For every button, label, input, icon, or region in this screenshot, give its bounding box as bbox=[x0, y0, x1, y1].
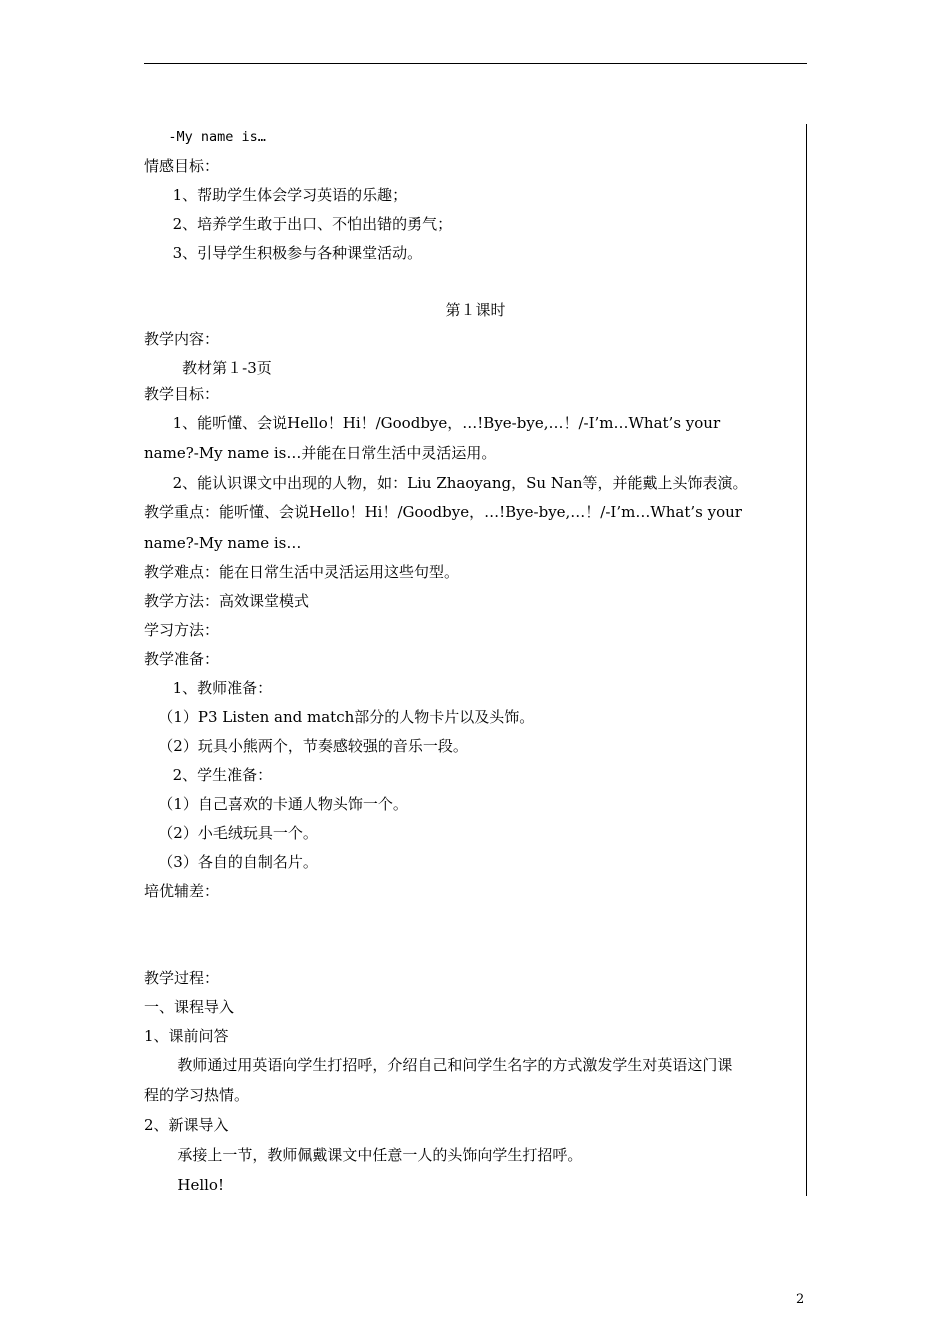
text-line: 教材第１-3页 bbox=[144, 359, 272, 377]
text-line: 承接上一节，教师佩戴课文中任意一人的头饰向学生打招呼。 bbox=[144, 1146, 583, 1164]
text-line: name?-My name is… bbox=[144, 534, 302, 552]
text-line: 教学重点：能听懂、会说Hello！Hi！/Goodbye，…!Bye-bye,…！/-I’m…What’s your bbox=[144, 503, 742, 521]
text-line: 1、帮助学生体会学习英语的乐趣； bbox=[144, 186, 408, 204]
text-line: 1、教师准备： bbox=[144, 679, 273, 697]
text-line: 程的学习热情。 bbox=[144, 1086, 250, 1104]
text-line: （1）自己喜欢的卡通人物头饰一个。 bbox=[144, 795, 408, 813]
text-line: 教学难点：能在日常生活中灵活运用这些句型。 bbox=[144, 563, 460, 581]
margin-rule bbox=[806, 124, 807, 1196]
text-line: 2、学生准备： bbox=[144, 766, 273, 784]
text-line: 教师通过用英语向学生打招呼，介绍自己和问学生名字的方式激发学生对英语这门课 bbox=[144, 1056, 733, 1074]
text-line: 1、能听懂、会说Hello！Hi！/Goodbye，…!Bye-bye,…！/-I’m…What’s your bbox=[144, 414, 721, 432]
text-line: 2、新课导入 bbox=[144, 1116, 229, 1134]
text-line: -My name is… bbox=[144, 129, 266, 145]
text-line: Hello! bbox=[144, 1176, 224, 1194]
text-line: name?-My name is…并能在日常生活中灵活运用。 bbox=[144, 444, 497, 462]
section-heading: 教学目标： bbox=[144, 385, 220, 403]
text-line: （3）各自的自制名片。 bbox=[144, 853, 318, 871]
text-line: 2、培养学生敢于出口、不怕出错的勇气； bbox=[144, 215, 453, 233]
text-line: 1、课前问答 bbox=[144, 1027, 229, 1045]
text-line: 2、能认识课文中出现的人物，如：Liu Zhaoyang，Su Nan等，并能戴上头饰表演。 bbox=[144, 474, 748, 492]
text-line: 一、课程导入 bbox=[144, 998, 235, 1016]
header-rule bbox=[144, 63, 807, 64]
text-line: 3、引导学生积极参与各种课堂活动。 bbox=[144, 244, 423, 262]
text-line: （2）玩具小熊两个，节奏感较强的音乐一段。 bbox=[144, 737, 468, 755]
text-line: 教学方法：高效课堂模式 bbox=[144, 592, 310, 610]
lesson-title: 第１课时 bbox=[445, 301, 506, 319]
section-heading: 学习方法： bbox=[144, 621, 220, 639]
text-line: （2）小毛绒玩具一个。 bbox=[144, 824, 318, 842]
text-line: （1）P3 Listen and match部分的人物卡片以及头饰。 bbox=[144, 708, 535, 726]
section-heading: 培优辅差： bbox=[144, 882, 220, 900]
section-heading: 教学内容： bbox=[144, 330, 220, 348]
section-heading: 教学准备： bbox=[144, 650, 220, 668]
section-heading: 情感目标： bbox=[144, 157, 220, 175]
page-number: 2 bbox=[796, 1292, 805, 1307]
section-heading: 教学过程： bbox=[144, 969, 220, 987]
